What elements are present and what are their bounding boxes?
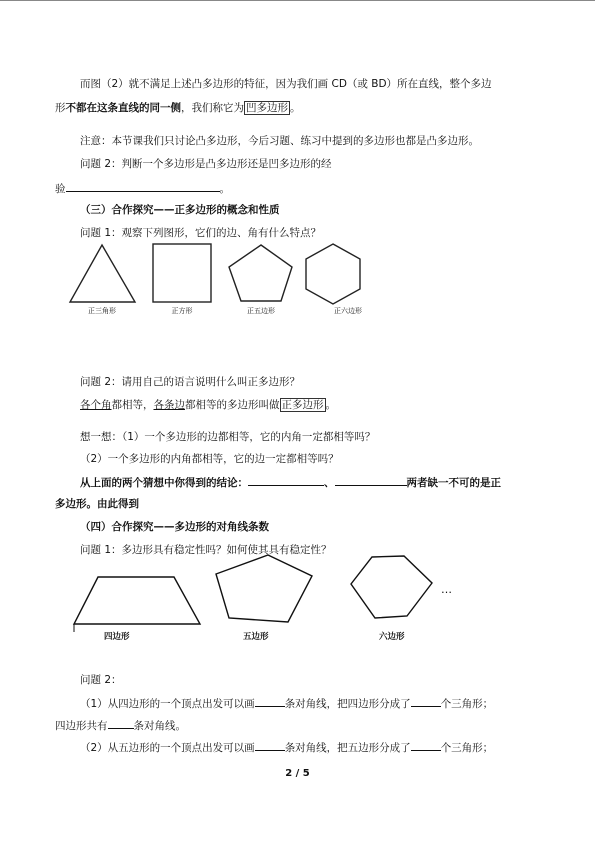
item2-text2: 条对角线，把五边形分成了 bbox=[284, 742, 411, 754]
item1-line2 bbox=[55, 717, 186, 733]
item1-blank-3[interactable] bbox=[108, 717, 134, 729]
polygons-figure bbox=[68, 552, 458, 637]
conclusion-text: 从上面的两个猜想中你得到的结论： bbox=[80, 477, 248, 489]
think-question2: （2）一个多边形的内角都相等，它的边一定都相等吗？ bbox=[80, 453, 339, 465]
top-rule bbox=[0, 0, 595, 1]
square bbox=[153, 244, 211, 302]
definition-sides: 各条边 bbox=[153, 399, 185, 411]
judge-question-line2 bbox=[55, 180, 230, 196]
think-question1: 想一想：（1）一个多边形的边都相等，它的内角一定都相等吗？ bbox=[80, 431, 376, 443]
quadrilateral bbox=[74, 577, 200, 624]
conclusion-separator: 、 bbox=[324, 477, 335, 489]
regular-polygon-term: 正多边形 bbox=[281, 399, 324, 411]
definition-angles: 各个角 bbox=[80, 399, 112, 411]
judge-question-line1: 问题 2：判断一个多边形是凸多边形还是凹多边形的经 bbox=[80, 158, 332, 170]
item1-blank-1[interactable] bbox=[255, 695, 285, 707]
hexagon bbox=[351, 556, 432, 618]
conclusion-line1 bbox=[80, 474, 501, 490]
judge-answer-blank[interactable] bbox=[66, 180, 220, 192]
caption-triangle: 正三角形 bbox=[88, 307, 116, 315]
caption-hexagon-2: 六边形 bbox=[379, 632, 405, 642]
definition-text2: 都相等的多边形叫做 bbox=[185, 399, 280, 411]
ellipsis: … bbox=[441, 583, 452, 596]
section4-title: （四）合作探究——多边形的对角线条数 bbox=[80, 521, 269, 533]
page-number: 2 / 5 bbox=[285, 768, 310, 779]
conclusion-blank-2[interactable] bbox=[335, 474, 407, 486]
item1-text4: 四边形共有 bbox=[55, 720, 108, 732]
section4-question2: 问题 2： bbox=[80, 674, 122, 686]
para1-line2-end: 。 bbox=[290, 102, 301, 114]
conclusion-line2: 多边形。由此得到 bbox=[55, 498, 139, 510]
concave-polygon-term: 凹多边形 bbox=[246, 102, 288, 114]
para1-line2-mid: ，我们称它为 bbox=[181, 102, 244, 114]
para1-line1 bbox=[80, 77, 492, 91]
caption-hexagon: 正六边形 bbox=[334, 307, 362, 315]
item1-text2: 条对角线，把四边形分成了 bbox=[284, 698, 411, 710]
judge-question-word: 验 bbox=[55, 183, 66, 195]
section4-question1: 问题 1：多边形具有稳定性吗？如何使其具有稳定性？ bbox=[80, 544, 332, 556]
regular-pentagon bbox=[229, 245, 292, 301]
conclusion-blank-1[interactable] bbox=[248, 474, 324, 486]
judge-question-end: 。 bbox=[219, 183, 230, 195]
item2-blank-1[interactable] bbox=[255, 739, 285, 751]
item1-text1: （1）从四边形的一个顶点出发可以画 bbox=[80, 698, 255, 710]
regular-hexagon bbox=[306, 244, 360, 304]
note: 注意：本节课我们只讨论凸多边形，今后习题、练习中提到的多边形也都是凸多边形。 bbox=[80, 135, 479, 147]
section3-title: （三）合作探究——正多边形的概念和性质 bbox=[80, 204, 280, 216]
item1-line1 bbox=[80, 695, 493, 711]
pentagon bbox=[216, 555, 312, 622]
para1-line1-text: 而图（2）就不满足上述凸多边形的特征，因为我们画 CD（或 BD）所在直线，整个多边 bbox=[80, 78, 492, 90]
caption-pentagon-2: 五边形 bbox=[243, 632, 269, 642]
item2-blank-2[interactable] bbox=[411, 739, 441, 751]
item1-text3: 个三角形； bbox=[440, 698, 494, 710]
caption-square: 正方形 bbox=[171, 307, 193, 315]
conclusion-text2: 两者缺一不可的是正 bbox=[406, 477, 501, 489]
definition-end: 。 bbox=[325, 399, 336, 411]
equilateral-triangle bbox=[70, 245, 135, 302]
definition-text1: 都相等， bbox=[111, 399, 154, 411]
item2-line1 bbox=[80, 739, 493, 755]
regular-polygon-definition bbox=[80, 398, 336, 412]
section3-question1: 问题 1：观察下列图形，它们的边、角有什么特点？ bbox=[80, 227, 322, 239]
caption-pentagon: 正五边形 bbox=[247, 307, 275, 315]
item1-blank-2[interactable] bbox=[411, 695, 441, 707]
section3-question2: 问题 2：请用自己的语言说明什么叫正多边形？ bbox=[80, 376, 301, 388]
item2-text1: （2）从五边形的一个顶点出发可以画 bbox=[80, 742, 255, 754]
item1-text5: 条对角线。 bbox=[133, 720, 186, 732]
caption-quadrilateral: 四边形 bbox=[104, 632, 130, 642]
item2-text3: 个三角形； bbox=[440, 742, 494, 754]
para1-line2-bold: 不都在这条直线的同一侧 bbox=[65, 102, 181, 114]
para1-line2 bbox=[55, 101, 301, 115]
para1-line2-start: 形 bbox=[55, 102, 66, 114]
